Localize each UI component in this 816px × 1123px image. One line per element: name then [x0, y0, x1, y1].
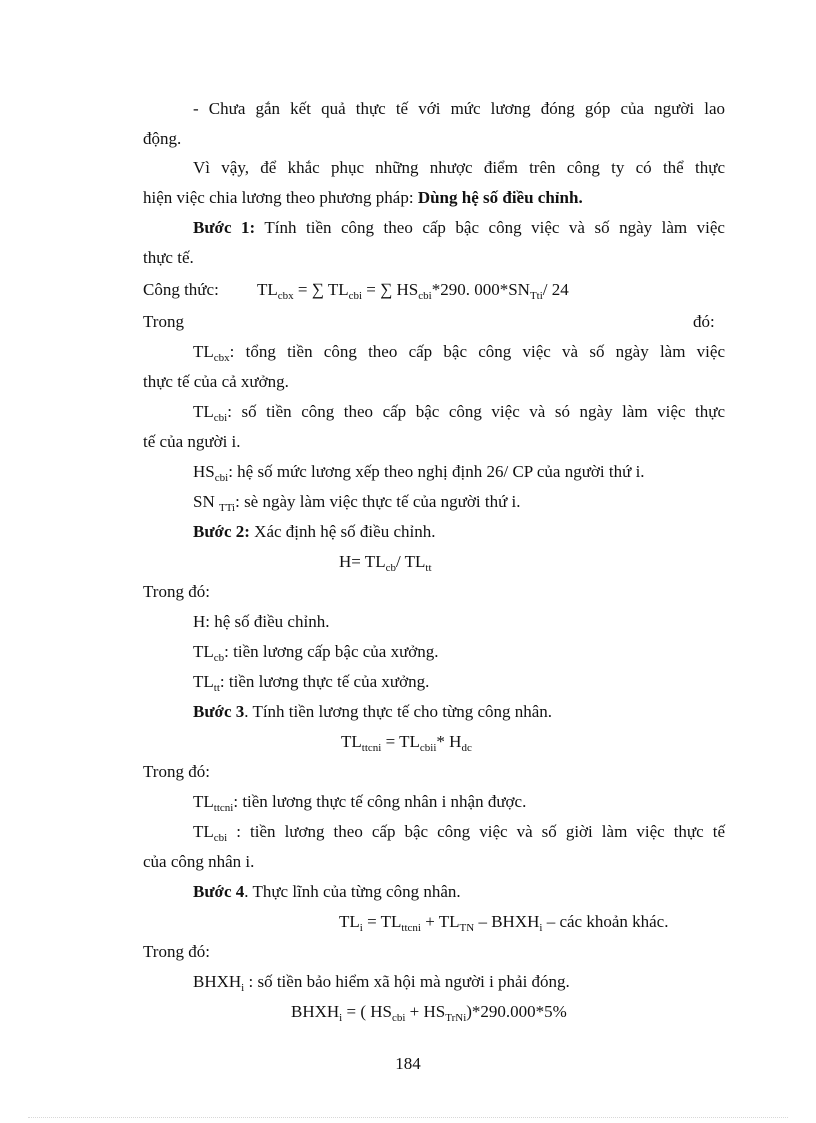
paragraph-line: thực tế. [143, 248, 194, 267]
definition-line: $TL_{cbi}$ : tiền lương theo cấp bậc công việc và số giời làm việc thực tế [193, 822, 725, 844]
paragraph-line: tế của người i. [143, 432, 241, 451]
footer-divider [28, 1117, 788, 1118]
definition-line: $TL_{cb}$: tiền lương cấp bậc của xưởng. [193, 642, 439, 664]
paragraph-line: Vì vậy, để khắc phục những nhược điểm trên công ty có thể thực [193, 158, 725, 177]
formula-2: $H= TL_{cb}/$ $TL_{tt}$ [339, 552, 432, 574]
page-number: 184 [395, 1054, 421, 1073]
method-name: Dùng hệ số điều chỉnh. [417, 188, 583, 207]
definition-line: $BHXH_i$ : số tiền bảo hiểm xã hội mà người i phải đóng. [193, 972, 570, 994]
formula-4: $TL_i = TL_{ttcni} + TL_{TN}$ – $BHXH_i$ – các khoản khác. [339, 912, 669, 934]
paragraph-line: của công nhân i. [143, 852, 255, 871]
definition-line: H: hệ số điều chỉnh. [193, 612, 330, 631]
step-2-line: Bước 2: Xác định hệ số điều chỉnh. [193, 522, 436, 541]
formula-label: Công thức: [143, 280, 219, 299]
paragraph-line: đó: [693, 312, 715, 331]
paragraph-line: Trong đó: [143, 942, 210, 961]
paragraph-line: Trong đó: [143, 762, 210, 781]
paragraph-line: động. [143, 129, 182, 148]
definition-line: $HS_{cbi}$: hệ số mức lương xếp theo nghị định 26/ CP của người thứ i. [193, 462, 645, 484]
definition-line: $TL_{cbx}$: tổng tiền công theo cấp bậc công việc và số ngày làm việc [193, 342, 725, 364]
step-4-line: Bước 4. Thực lĩnh của từng công nhân. [193, 882, 461, 901]
paragraph-line: hiện việc chia lương theo phương pháp: Dùng hệ số điều chỉnh. [143, 188, 583, 207]
definition-line: $TL_{tt}$: tiền lương thực tế của xưởng. [193, 672, 430, 694]
definition-line: $TL_{cbi}$: số tiền công theo cấp bậc công việc và só ngày làm việc thực [193, 402, 725, 424]
paragraph-line: - Chưa gắn kết quả thực tế với mức lương đóng góp của người lao [193, 99, 725, 118]
paragraph-line: Trong đó: [143, 582, 210, 601]
formula-5: $BHXH_i$ = ( $HS_{cbi} + HS_{TrNi})*290.000*5\%$ [291, 1002, 567, 1024]
formula-1: $TL_{cbx}$ = ∑ $TL_{cbi}$ = ∑ $HS_{cbi}*290$. $000*SN_{Tti}/$ 24 [257, 280, 569, 302]
paragraph-line: thực tế của cả xưởng. [143, 372, 289, 391]
step-1-line: Bước 1: Tính tiền công theo cấp bậc công việc và số ngày làm việc [193, 218, 725, 237]
definition-line: $TL_{ttcni}$: tiền lương thực tế công nhân i nhận được. [193, 792, 527, 814]
formula-3: $TL_{ttcni} = TL_{cbii}*$ $H_{dc}$ [341, 732, 472, 754]
paragraph-line: Trong [143, 312, 184, 331]
definition-line: SN $_{TTi}$: sè ngày làm việc thực tế của người thứ i. [193, 492, 521, 514]
step-3-line: Bước 3. Tính tiền lương thực tế cho từng công nhân. [193, 702, 553, 721]
